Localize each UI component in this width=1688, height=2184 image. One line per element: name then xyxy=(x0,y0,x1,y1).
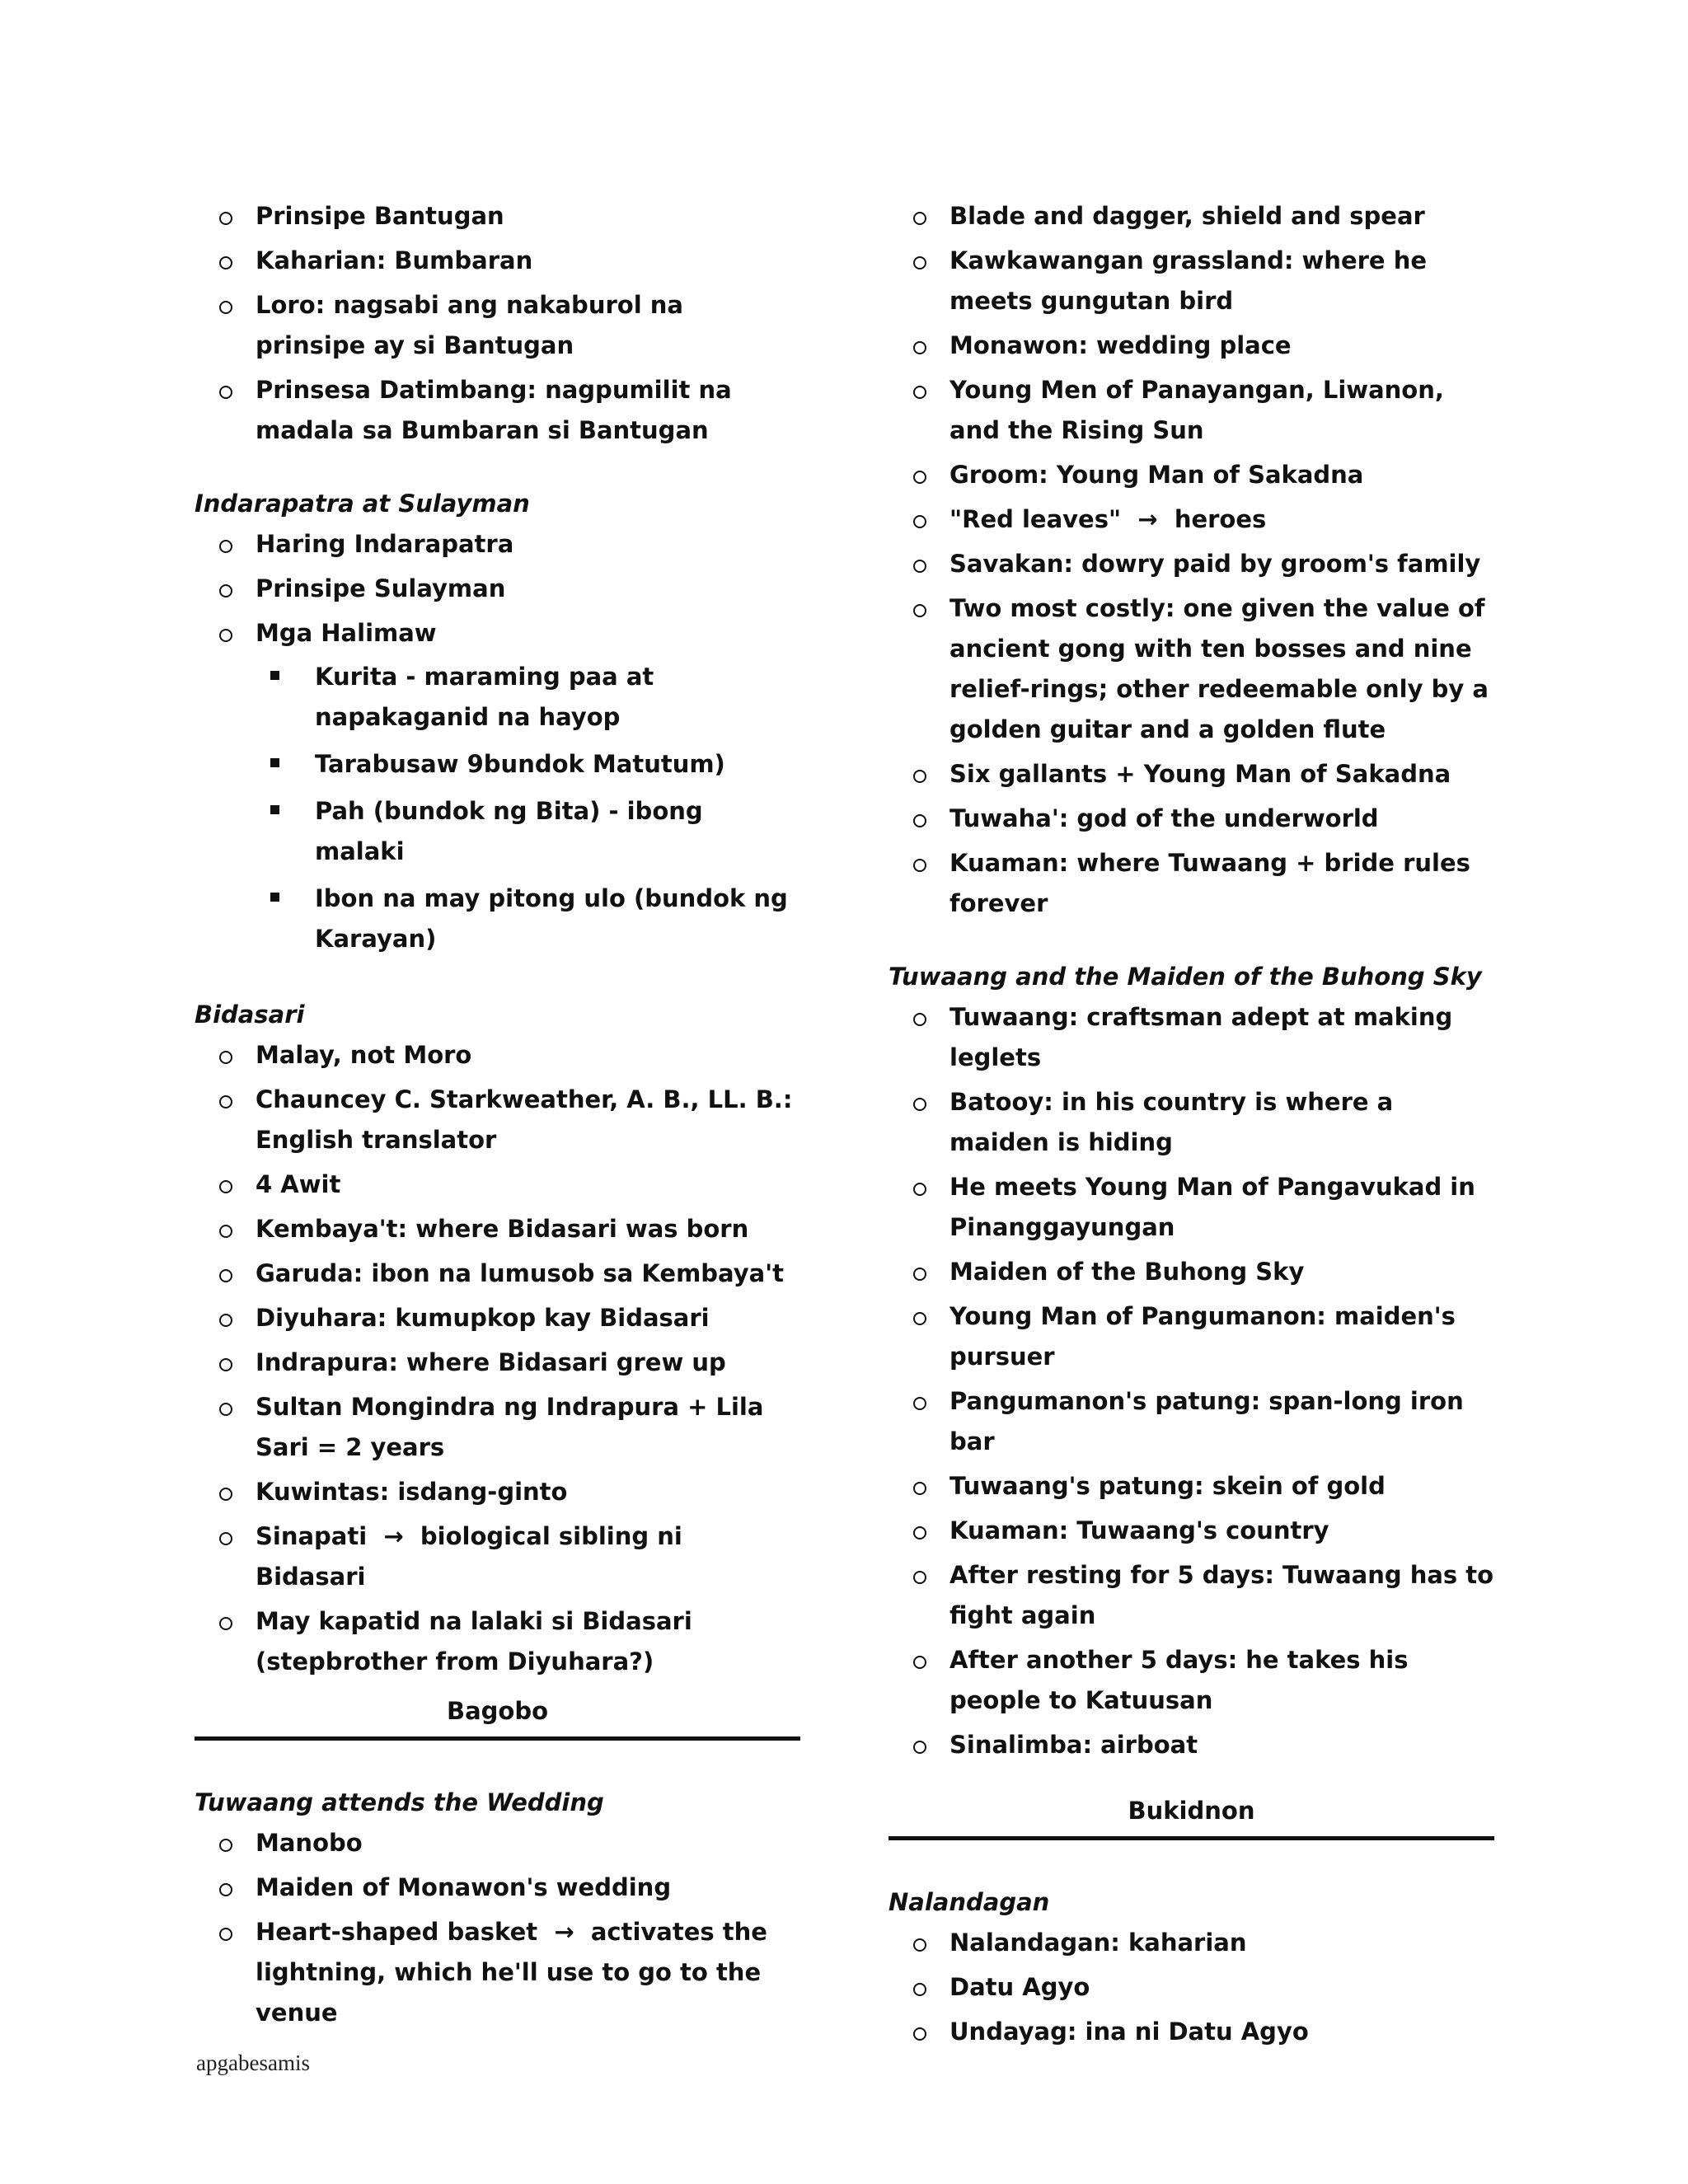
arrow-right-icon: → xyxy=(1129,505,1166,533)
list-item: Batooy: in his country is where a maiden is hiding xyxy=(889,1082,1494,1163)
list-item: Malay, not Moro xyxy=(195,1035,800,1076)
list-item: Prinsipe Bantugan xyxy=(195,196,800,237)
list-item: Undayag: ina ni Datu Agyo xyxy=(889,2012,1494,2052)
list-item: Sinalimba: airboat xyxy=(889,1725,1494,1765)
list-item: Young Man of Pangumanon: maiden's pursuer xyxy=(889,1296,1494,1377)
indarapatra-list xyxy=(195,524,800,959)
list-item: Kuwintas: isdang-ginto xyxy=(195,1472,800,1512)
list-item: Groom: Young Man of Sakadna xyxy=(889,455,1494,495)
list-item: Savakan: dowry paid by groom's family xyxy=(889,544,1494,584)
list-item: Maiden of the Buhong Sky xyxy=(889,1252,1494,1292)
arrow-right-icon: → xyxy=(546,1918,583,1946)
list-item: Six gallants + Young Man of Sakadna xyxy=(889,754,1494,794)
list-item: Two most costly: one given the value of ancient gong with ten bosses and nine relief-rings; other redeemable only by a golden guitar and a golden flute xyxy=(889,588,1494,750)
list-item-text: activates the lightning, which he'll use to go to the venue xyxy=(256,1918,767,2027)
list-item: Nalandagan: kaharian xyxy=(889,1923,1494,1963)
list-item-text: heroes xyxy=(1174,505,1267,533)
sub-list-item: Tarabusaw 9bundok Matutum) xyxy=(256,744,800,785)
section-heading-bagobo: Bagobo xyxy=(446,1697,549,1725)
section-title-maiden: Tuwaang and the Maiden of the Buhong Sky xyxy=(889,963,1482,991)
list-item: Maiden of Monawon's wedding xyxy=(195,1868,800,1908)
section-title-tuwaang-wedding: Tuwaang attends the Wedding xyxy=(195,1788,604,1816)
list-item: Kuaman: where Tuwaang + bride rules forever xyxy=(889,843,1494,924)
list-item: 4 Awit xyxy=(195,1165,800,1205)
list-item: Kawkawangan grassland: where he meets gungutan bird xyxy=(889,241,1494,321)
sub-list-item: Ibon na may pitong ulo (bundok ng Karayan) xyxy=(256,879,800,959)
list-item: Kuaman: Tuwaang's country xyxy=(889,1511,1494,1551)
left-column xyxy=(195,196,800,2037)
list-item: Tuwaang: craftsman adept at making leglets xyxy=(889,997,1494,1078)
list-item: Loro: nagsabi ang nakaburol na prinsipe ay si Bantugan xyxy=(195,285,800,366)
maiden-list xyxy=(889,997,1494,1765)
wedding-continued-list xyxy=(889,196,1494,924)
list-item: Pangumanon's patung: span-long iron bar xyxy=(889,1381,1494,1462)
list-item-text: Heart-shaped basket xyxy=(256,1918,538,1946)
page-footer: apgabesamis xyxy=(196,2050,310,2075)
sub-list-item: Pah (bundok ng Bita) - ibong malaki xyxy=(256,791,800,872)
wedding-list xyxy=(195,1823,800,2033)
list-item xyxy=(195,1516,800,1597)
list-item: Haring Indarapatra xyxy=(195,524,800,565)
section-title-bidasari: Bidasari xyxy=(195,1001,305,1029)
monsters-sublist xyxy=(256,657,800,959)
section-heading-bukidnon: Bukidnon xyxy=(1128,1797,1255,1825)
list-item: Kaharian: Bumbaran xyxy=(195,241,800,281)
list-item: Young Men of Panayangan, Liwanon, and the Rising Sun xyxy=(889,370,1494,451)
section-bagobo xyxy=(195,1690,800,1741)
bidasari-list xyxy=(195,1035,800,1682)
list-item: Monawon: wedding place xyxy=(889,326,1494,366)
list-item xyxy=(195,613,800,959)
section-title-nalandagan: Nalandagan xyxy=(889,1888,1050,1916)
list-item-text: biological sibling ni Bidasari xyxy=(256,1522,682,1591)
list-item: After resting for 5 days: Tuwaang has to fight again xyxy=(889,1555,1494,1636)
section-divider xyxy=(889,1836,1494,1840)
list-item: He meets Young Man of Pangavukad in Pinanggayungan xyxy=(889,1167,1494,1248)
list-item: Chauncey C. Starkweather, A. B., LL. B.: English translator xyxy=(195,1080,800,1160)
nalandagan-list xyxy=(889,1923,1494,2052)
section-title-indarapatra: Indarapatra at Sulayman xyxy=(195,490,530,518)
list-item: Manobo xyxy=(195,1823,800,1863)
list-item-text: Sinapati xyxy=(256,1522,368,1550)
list-item: After another 5 days: he takes his people to Katuusan xyxy=(889,1640,1494,1721)
list-item: Indrapura: where Bidasari grew up xyxy=(195,1343,800,1383)
list-item xyxy=(195,1912,800,2033)
sub-list-item: Kurita - maraming paa at napakaganid na hayop xyxy=(256,657,800,738)
list-item: Tuwaang's patung: skein of gold xyxy=(889,1466,1494,1507)
section-divider xyxy=(195,1736,800,1741)
list-item: Prinsipe Sulayman xyxy=(195,569,800,609)
list-item: Garuda: ibon na lumusob sa Kembaya't xyxy=(195,1254,800,1294)
list-item: Blade and dagger, shield and spear xyxy=(889,196,1494,237)
list-item: Kembaya't: where Bidasari was born xyxy=(195,1209,800,1249)
list-item: May kapatid na lalaki si Bidasari (stepbrother from Diyuhara?) xyxy=(195,1601,800,1682)
list-item-text: "Red leaves" xyxy=(950,505,1122,533)
list-item: Diyuhara: kumupkop kay Bidasari xyxy=(195,1298,800,1338)
intro-list xyxy=(195,196,800,451)
list-item: Tuwaha': god of the underworld xyxy=(889,799,1494,839)
arrow-right-icon: → xyxy=(375,1522,412,1550)
list-item-label: Mga Halimaw xyxy=(256,619,437,647)
list-item xyxy=(889,499,1494,540)
section-bukidnon xyxy=(889,1790,1494,1840)
list-item: Datu Agyo xyxy=(889,1967,1494,2008)
list-item: Prinsesa Datimbang: nagpumilit na madala sa Bumbaran si Bantugan xyxy=(195,370,800,451)
right-column xyxy=(889,196,1494,2056)
list-item: Sultan Mongindra ng Indrapura + Lila Sari = 2 years xyxy=(195,1387,800,1468)
